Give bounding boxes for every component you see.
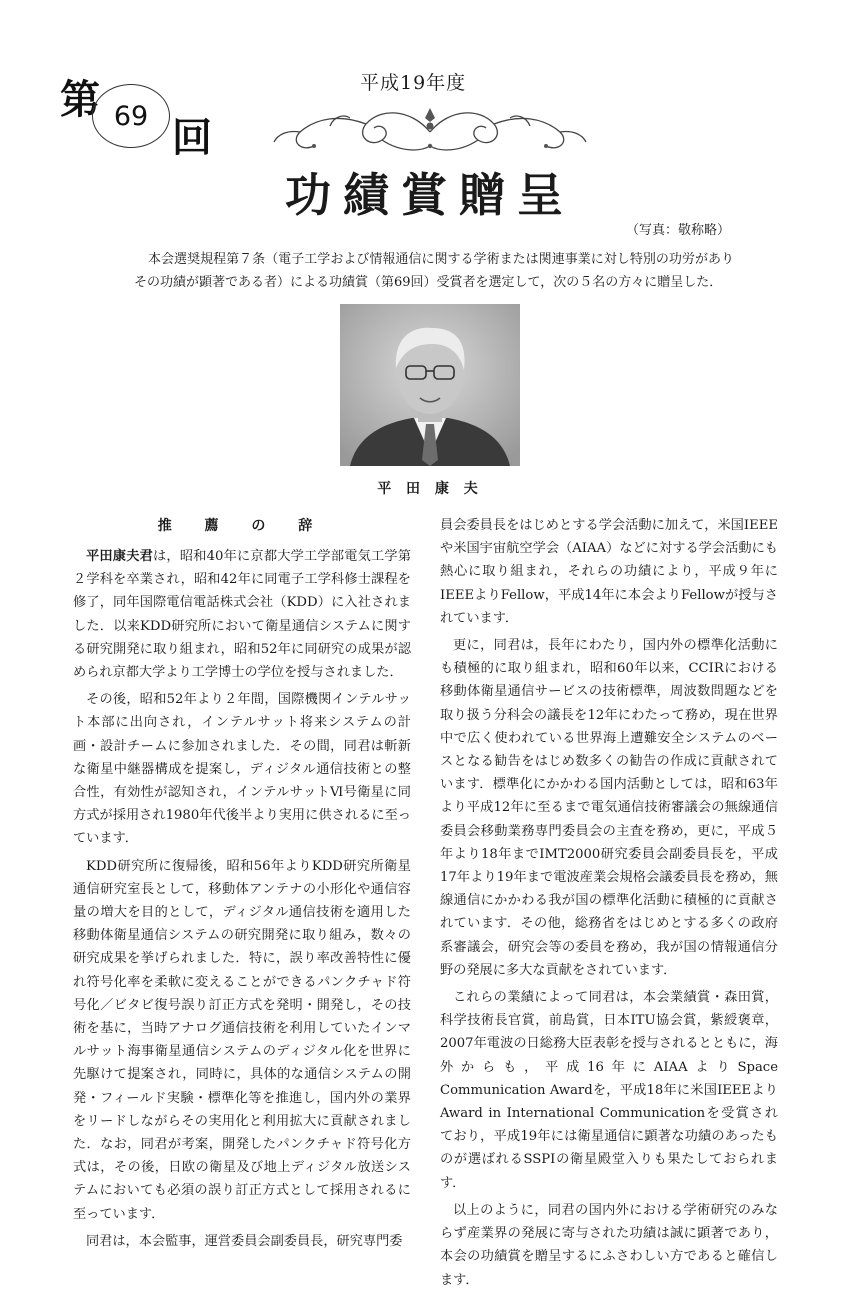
- paragraph: KDD研究所に復帰後，昭和56年よりKDD研究所衛星通信研究室長として，移動体アンテナの小形化や通信容量の増大を目的として，ディジタル通信技術を適用した移動体衛星通信システムの研究開発に取り組み，数々の研究成果を挙げられました．特に，誤り率改善特性に優れ符号化率を柔軟に変えることができるパンクチャド符号化／ビタビ復号誤り訂正方式を発明・開発し，その技術を基に，当時アナログ通信技術を利用していたインマルサット海事衛星通信システムのディジタル化を世界に先駆けて提案され，同時に，具体的な通信システムの開発・フィールド実験・標準化等を推進し，国内外の業界をリードしながらその実用化と利用拡大に貢献されました．なお，同君が考案，開発したパンクチャド符号化方式は，その後，日欧の衛星及び地上ディジタル放送システムにおいても必須の誤り訂正方式として採用されるに至っています．: [73, 858, 411, 1222]
- paragraph: 平田康夫君は，昭和40年に京都大学工学部電気工学第２学科を卒業され，昭和42年に同電子工学科修士課程を修了，同年国際電信電話株式会社（KDD）に入社されました．以来KDD研究所において衛星通信システムに関する研究開発に取り組まれ，昭和52年に同研究の成果が認められ京都大学より工学博士の学位を授与されました．: [73, 549, 412, 681]
- fiscal-year: 平成19年度: [360, 72, 467, 94]
- section-heading: 推 薦 の 辞: [157, 518, 327, 534]
- article-right-column: [440, 514, 778, 1296]
- award-title: 功績賞贈呈: [285, 168, 575, 222]
- paragraph: 以上のように，同君の国内外における学術研究のみならず産業界の発展に寄与された功績は誠に顕著であり，本会の功績賞を贈呈するにふさわしい方であると確信します．: [440, 1202, 778, 1288]
- photo-note: （写真：敬称略）: [626, 223, 731, 238]
- article-left-column: [73, 545, 411, 1257]
- edition-prefix: 第: [60, 76, 100, 123]
- paragraph: これらの業績によって同君は，本会業績賞・森田賞，科学技術長官賞，前島賞，日本ITU協会賞，紫綬褒章，2007年電波の日総務大臣表彰を授与されるとともに，海外からも，平成16年にAIAAよりSpace Communication Awardを，平成18年に米国IEEEよりAward in International Communicationを受賞されており，平成19年には衛星通信に顕著な功績のあったものが選ばれるSSPIの衛星殿堂入りも果たしておられます．: [440, 990, 778, 1191]
- intro-text: 本会選奨規程第７条（電子工学および情報通信に関する学術または関連事業に対し特別の功労がありその功績が顕著である者）による功績賞（第69回）受賞者を選定して，次の５名の方々に贈呈した．: [134, 252, 734, 290]
- recipient-portrait: [340, 304, 520, 466]
- paragraph: その後，昭和52年より２年間，国際機関インテルサット本部に出向され，インテルサット将来システムの計画・設計チームに参加されました．その間，同君は斬新な衛星中継器構成を提案し，ディジタル通信技術との整合性，有効性が認知され，インテルサットⅥ号衛星に同方式が採用され1980年代後半より実用に供されるに至っています．: [73, 692, 411, 847]
- paragraph: 同君は，本会監事，運営委員会副委員長，研究専門委: [86, 1233, 403, 1249]
- paragraph: 員会委員長をはじめとする学会活動に加えて，米国IEEEや米国宇宙航空学会（AIAA）などに対する学会活動にも熱心に取り組まれ，それらの功績により，平成９年にIEEEよりFellow，平成14年に本会よりFellowが授与されています．: [440, 518, 778, 626]
- paragraph: 更に，同君は，長年にわたり，国内外の標準化活動にも積極的に取り組まれ，昭和60年以来，CCIRにおける移動体衛星通信サービスの技術標準，周波数問題などを取り扱う分科会の議長を12年にわたって務め，現在世界中で広く使われている世界海上遭難安全システムのベースとなる勧告をはじめ数多くの勧告の作成に貢献されています．標準化にかかわる国内活動としては，昭和63年より平成12年に至るまで電気通信技術審議会の無線通信委員会移動業務専門委員会の主査を務め，更に，平成５年より18年までIMT2000研究委員会副委員長を，平成17年より19年まで電波産業会規格会議委員長を務め，無線通信にかかわる我が国の標準化活動に積極的に貢献されています．その他，総務省をはじめとする多くの政府系審議会，研究会等の委員を務め，我が国の情報通信分野の発展に多大な貢献をされています．: [440, 638, 778, 978]
- recipient-name: 平 田 康 夫: [377, 481, 483, 497]
- edition-number-badge: 69: [92, 84, 170, 148]
- edition-suffix: 回: [172, 114, 212, 161]
- recipient-name-inline: 平田康夫君: [86, 549, 154, 564]
- ornament-icon: [270, 102, 590, 160]
